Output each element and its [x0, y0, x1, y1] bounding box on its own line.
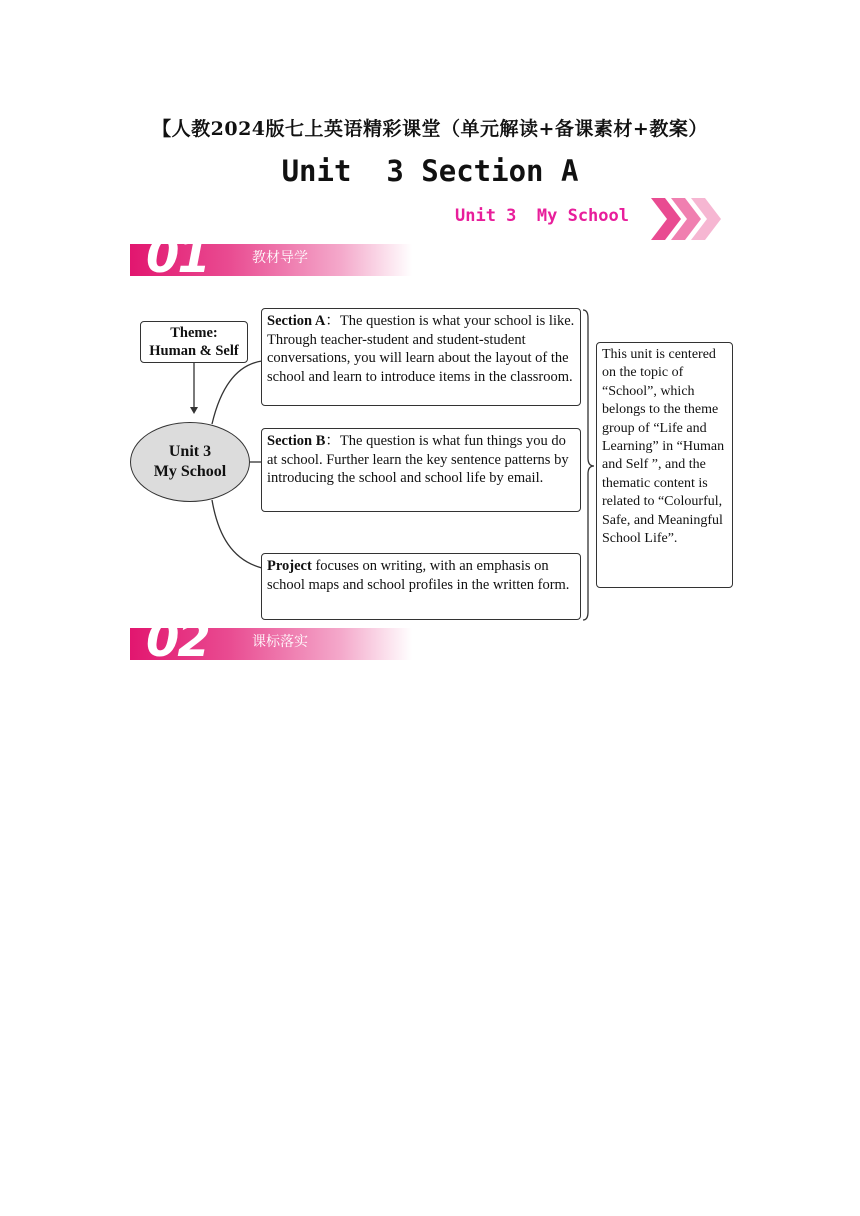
section-b-title: Section B: [267, 433, 326, 449]
section-b-text: ：The question is what fun things you do at school. Further learn the key sentence patterns by introducing the school and school life by email.: [267, 433, 569, 486]
center-line-2: My School: [153, 463, 227, 480]
section-a-title: Section A: [267, 313, 326, 329]
section-a-box: [261, 308, 581, 406]
section-label: 课标落实: [252, 634, 308, 650]
document-title: Unit 3 Section A: [281, 154, 579, 188]
center-line-1: Unit 3: [168, 443, 212, 460]
section-banner-02: [130, 612, 412, 668]
summary-box: [596, 342, 733, 588]
section-a-text: ：The question is what your school is like. Through teacher-student and student-student conversations, you will learn about the layout of the school and learn to introduce items in the classroom.: [267, 313, 575, 385]
section-b-box: [261, 428, 581, 512]
theme-value: Human & Self: [149, 343, 239, 359]
unit-center-node: [130, 422, 250, 502]
project-text: focuses on writing, with an emphasis on school maps and school profiles in the written form.: [267, 558, 570, 593]
theme-box: [140, 321, 248, 363]
summary-text: This unit is centered on the topic of “School”, which belongs to the theme group of “Life and Learning” in “Human and Self ”, and the thematic content is related to “Colourful, Safe, and Meaningful School Life”.: [602, 347, 725, 547]
project-box: [261, 553, 581, 620]
section-label: 教材导学: [252, 250, 308, 266]
document-header: 【人教2024版七上英语精彩课堂（单元解读+备课素材+教案）: [152, 118, 708, 140]
theme-label: Theme:: [170, 325, 218, 341]
section-number: 02: [146, 612, 209, 668]
unit-label: Unit 3 My School: [455, 206, 629, 226]
section-number: 01: [146, 228, 209, 284]
project-title: Project: [267, 558, 312, 574]
